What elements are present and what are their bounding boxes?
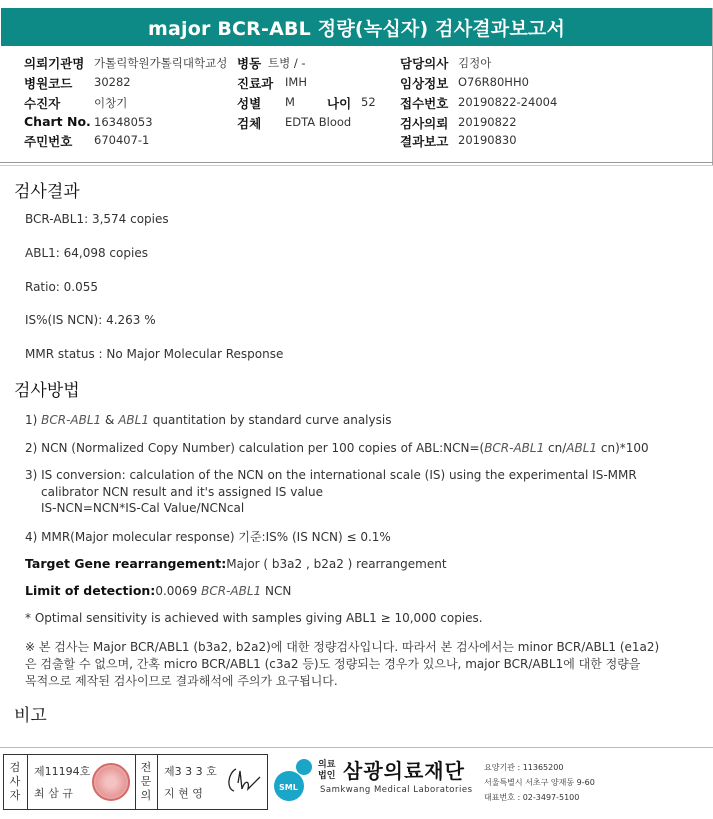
lod-label: Limit of detection:	[25, 583, 156, 598]
institution-code: 요양기관 : 11365200	[484, 763, 564, 772]
method-step-3-line2: calibrator NCN result and it's assigned IS value	[41, 485, 323, 499]
sex-value: M	[285, 95, 295, 109]
note-line-2: 은 검출할 수 없으며, 간혹 micro BCR/ABL1 (c3a2 등)도 정량되는 경우가 있으나, major BCR/ABL1에 대한 정량을	[25, 657, 641, 671]
examiner-vertical-cell	[4, 755, 28, 809]
specimen-value: EDTA Blood	[285, 115, 352, 129]
institution-label: 의뢰기관명	[24, 56, 85, 71]
chart-value: 16348053	[94, 115, 153, 129]
vert-char: 문	[140, 775, 152, 788]
chart-label: Chart No.	[24, 114, 91, 129]
divider	[0, 165, 713, 166]
age-label: 나이	[327, 96, 352, 111]
specialist-license: 제3 3 3 호	[164, 765, 217, 778]
target-gene	[25, 556, 447, 571]
ratio-result: Ratio: 0.055	[25, 280, 99, 294]
request-label: 검사의뢰	[400, 116, 449, 131]
department-label: 진료과	[237, 76, 274, 91]
receipt-value: 20190822-24004	[458, 95, 558, 109]
logo-circle-icon	[296, 759, 312, 775]
lod-value: 0.0069	[155, 584, 198, 598]
text: cn/	[544, 441, 567, 455]
clinical-info-label: 임상정보	[400, 76, 449, 91]
text: 1)	[25, 413, 42, 427]
examiner-cell	[28, 755, 136, 809]
report-value: 20190830	[458, 133, 517, 147]
specimen-label: 검체	[237, 116, 262, 131]
specialist-name: 지 현 영	[164, 787, 203, 800]
vert-char: 검	[9, 761, 21, 774]
org-address: 서울특별시 서초구 양재동 9-60	[484, 778, 595, 787]
report-title: major BCR-ABL 정량(녹십자) 검사결과보고서	[1, 8, 712, 46]
vert-char: 사	[9, 775, 21, 788]
abl1-result: ABL1: 64,098 copies	[25, 246, 148, 260]
is-percent-result: IS%(IS NCN): 4.263 %	[25, 313, 156, 327]
department-value: IMH	[285, 75, 307, 89]
gene: ABL1	[566, 441, 598, 455]
results-heading: 검사결과	[14, 182, 80, 202]
gene: BCR-ABL1	[201, 584, 262, 598]
divider	[0, 162, 713, 163]
ward-label: 병동	[237, 56, 262, 71]
text: &	[101, 413, 119, 427]
sex-label: 성별	[237, 96, 262, 111]
text: 2) NCN (Normalized Copy Number) calculation per 100 copies of ABL:NCN=(	[25, 441, 485, 455]
text: cn)*100	[597, 441, 649, 455]
lod-unit: NCN	[261, 584, 292, 598]
receipt-label: 접수번호	[400, 96, 449, 111]
vert-char: 의	[140, 789, 152, 802]
institution-value: 가톨릭학원가톨릭대학교성	[94, 56, 228, 70]
note-line-3: 목적으로 제작된 검사이므로 결과해석에 주의가 요구됩니다.	[25, 674, 338, 688]
report-label: 결과보고	[400, 134, 449, 149]
resident-label: 주민번호	[24, 134, 73, 149]
mmr-status: MMR status : No Major Molecular Response	[25, 347, 284, 361]
hospital-code-value: 30282	[94, 75, 131, 89]
method-step-3-line3: IS-NCN=NCN*IS-Cal Value/NCNcal	[41, 501, 245, 515]
vert-char: 전	[140, 761, 152, 774]
age-value: 52	[361, 95, 376, 109]
target-gene-label: Target Gene rearrangement:	[25, 556, 227, 571]
signature-icon	[224, 763, 264, 799]
examiner-name: 최 삼 규	[34, 787, 73, 800]
method-step-1	[25, 413, 391, 427]
doctor-value: 김정아	[458, 56, 492, 70]
signature-box	[3, 754, 268, 810]
org-prefix	[318, 760, 335, 782]
method-step-3-line1: 3) IS conversion: calculation of the NCN on the international scale (IS) using the experimental IS-MMR	[25, 468, 637, 482]
ward-value: 트병 / -	[268, 56, 306, 70]
org-prefix-2: 법인	[318, 771, 336, 781]
gene: BCR-ABL1	[41, 413, 102, 427]
target-gene-value: Major ( b3a2 , b2a2 ) rearrangement	[226, 557, 447, 571]
clinical-info-value: O76R80HH0	[458, 75, 529, 89]
org-phone: 대표번호 : 02-3497-5100	[484, 793, 580, 802]
method-step-4: 4) MMR(Major molecular response) 기준:IS% (IS NCN) ≤ 0.1%	[25, 530, 391, 544]
examiner-seal	[92, 763, 130, 801]
hospital-code-label: 병원코드	[24, 76, 73, 91]
org-prefix-1: 의료	[318, 760, 336, 770]
note-line-1: ※ 본 검사는 Major BCR/ABL1 (b3a2, b2a2)에 대한 정량검사입니다. 따라서 본 검사에서는 minor BCR/ABL1 (e1a2)	[25, 640, 660, 654]
text: quantitation by standard curve analysis	[148, 413, 392, 427]
request-value: 20190822	[458, 115, 517, 129]
method-heading: 검사방법	[14, 381, 80, 401]
examiner-license: 제11194호	[34, 765, 91, 778]
footer-divider	[0, 747, 713, 748]
remarks-heading: 비고	[14, 706, 47, 726]
vert-char: 자	[9, 789, 21, 802]
specialist-cell	[158, 755, 268, 809]
org-contact	[484, 760, 595, 805]
logo-sml: SML	[279, 783, 298, 792]
patient-label: 수진자	[24, 96, 61, 111]
gene: BCR-ABL1	[484, 441, 545, 455]
bcr-abl1-result: BCR-ABL1: 3,574 copies	[25, 212, 169, 226]
doctor-label: 담당의사	[400, 56, 449, 71]
limit-of-detection	[25, 583, 291, 598]
org-name: 삼광의료재단	[343, 759, 465, 783]
gene: ABL1	[118, 413, 149, 427]
patient-value: 이창기	[94, 96, 128, 110]
resident-value: 670407-1	[94, 133, 150, 147]
specialist-vertical-cell	[136, 755, 158, 809]
org-english-name: Samkwang Medical Laboratories	[320, 785, 473, 795]
optimal-note: * Optimal sensitivity is achieved with samples giving ABL1 ≥ 10,000 copies.	[25, 611, 483, 625]
method-step-2	[25, 441, 649, 455]
